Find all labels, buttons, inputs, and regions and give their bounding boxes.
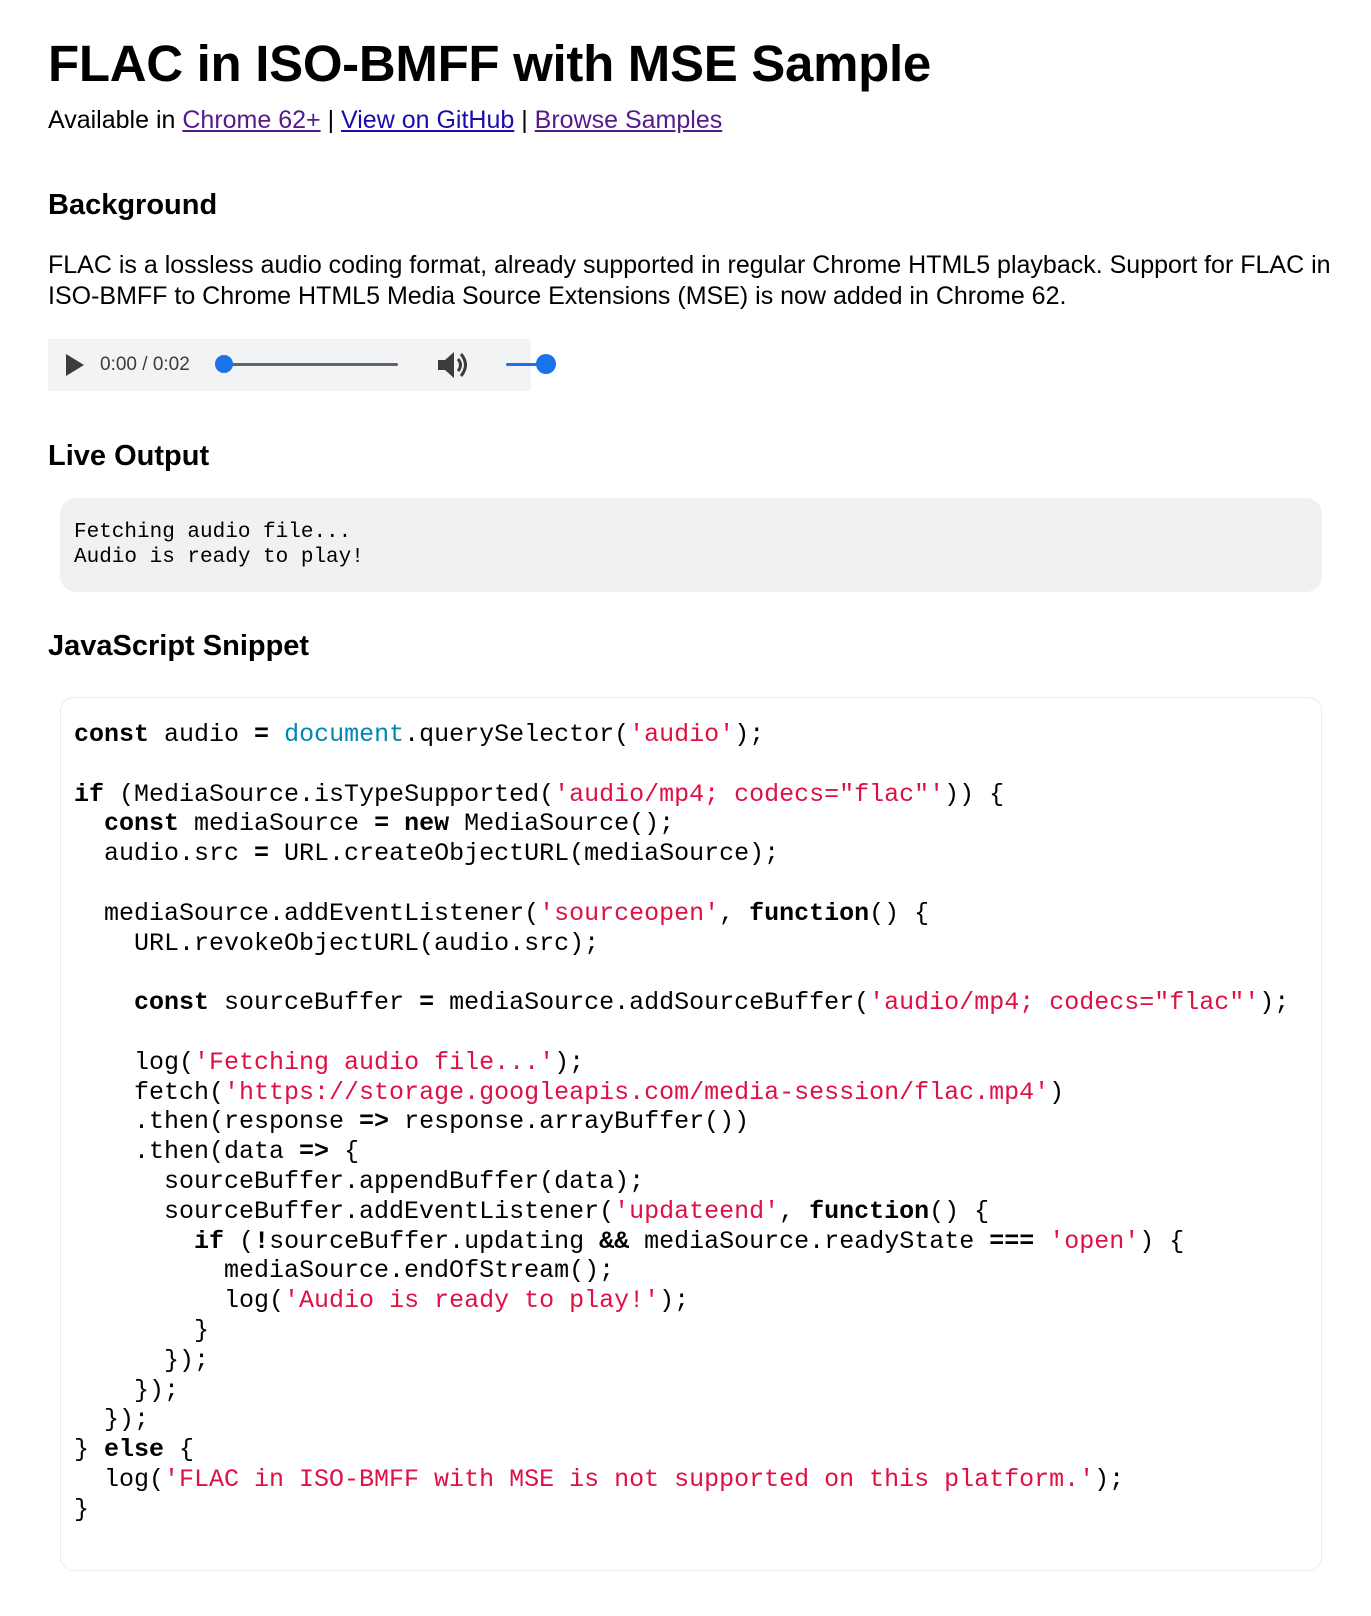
code-token: 'https://storage.googleapis.com/media-session/flac.mp4' (224, 1077, 1050, 1107)
code-token: , (719, 898, 750, 928)
code-token: ); (659, 1286, 690, 1316)
code-token: ); (554, 1047, 585, 1077)
code-token: (MediaSource.isTypeSupported( (104, 779, 555, 809)
code-token: fetch( (74, 1077, 225, 1107)
volume-slider-thumb[interactable] (536, 354, 556, 374)
code-line (74, 1346, 1308, 1376)
code-token: sourceBuffer.addEventListener( (74, 1196, 615, 1226)
code-token: MediaSource(); (449, 809, 675, 839)
code-line (74, 988, 1308, 1018)
code-token: 'open' (1049, 1226, 1140, 1256)
code-token: }); (74, 1375, 180, 1405)
code-token: log( (74, 1047, 195, 1077)
code-line (74, 1316, 1308, 1346)
code-line (74, 1405, 1308, 1435)
code-line (74, 869, 1308, 899)
code-token: const (104, 809, 180, 839)
background-heading: Background (48, 189, 218, 221)
code-token (269, 720, 284, 749)
code-token: ) (1049, 1077, 1065, 1107)
code-token: 'Audio is ready to play!' (284, 1286, 660, 1316)
code-token: sourceBuffer.updating (269, 1226, 600, 1256)
code-token: function (809, 1196, 930, 1226)
code-token: ( (224, 1226, 255, 1256)
code-line (74, 839, 1308, 869)
code-token: function (749, 898, 870, 928)
code-token: 'Fetching audio file...' (194, 1047, 555, 1077)
browse-samples-link[interactable]: Browse Samples (534, 106, 723, 134)
code-line (74, 899, 1308, 929)
code-token: = (254, 839, 270, 869)
code-token: () { (929, 1196, 990, 1226)
code-token: ); (734, 720, 765, 749)
code-token: )) { (944, 779, 1005, 809)
volume-up-icon[interactable] (436, 350, 470, 380)
code-snippet (60, 697, 1322, 1571)
code-token: mediaSource.endOfStream(); (74, 1256, 615, 1286)
code-line (74, 958, 1308, 988)
code-token: => (299, 1137, 330, 1167)
code-line (74, 1435, 1308, 1465)
code-token (74, 1227, 194, 1256)
availability-line (48, 104, 722, 136)
code-token: { (164, 1435, 195, 1465)
code-token: sourceBuffer.appendBuffer(data); (74, 1166, 645, 1196)
code-token: } (74, 1435, 105, 1465)
code-token: = (419, 988, 435, 1018)
code-token (74, 988, 134, 1017)
code-line (74, 1107, 1308, 1137)
output-line: Fetching audio file... (74, 521, 352, 544)
code-token: === (989, 1226, 1035, 1256)
code-line (74, 750, 1308, 780)
code-token (389, 809, 404, 838)
seek-slider[interactable] (223, 363, 398, 366)
code-token: 'audio/mp4; codecs="flac"' (554, 779, 945, 809)
code-token: if (194, 1226, 225, 1256)
page-title: FLAC in ISO-BMFF with MSE Sample (48, 35, 931, 92)
code-token: 'sourceopen' (539, 898, 720, 928)
audio-player (48, 339, 531, 391)
code-token: = (254, 720, 270, 749)
play-icon[interactable] (66, 354, 84, 376)
code-line (74, 1286, 1308, 1316)
code-token: ); (1094, 1464, 1125, 1494)
code-line (74, 1376, 1308, 1406)
code-token: }); (74, 1345, 210, 1375)
code-token: mediaSource.readyState (629, 1226, 990, 1256)
code-line (74, 1227, 1308, 1257)
seek-slider-thumb[interactable] (215, 355, 233, 373)
background-text: FLAC is a lossless audio coding format, already supported in regular Chrome HTML5 playback. Support for FLAC in ISO-BMFF to Chrome HTML5 Media Source Extensions (MSE) is now added in Chrome 62. (48, 251, 1331, 310)
code-token: } (74, 1315, 210, 1345)
code-token: if (74, 779, 105, 809)
code-line (74, 1137, 1308, 1167)
code-token: log( (74, 1464, 165, 1494)
link-separator: | (514, 106, 535, 134)
code-token: ) { (1139, 1226, 1185, 1256)
code-token: const (134, 988, 210, 1018)
link-separator: | (320, 106, 342, 134)
time-display: 0:00 / 0:02 (100, 354, 190, 375)
code-token: URL.revokeObjectURL(audio.src); (74, 928, 600, 958)
code-token: else (104, 1435, 165, 1465)
code-token: => (359, 1107, 390, 1137)
code-line (74, 1167, 1308, 1197)
code-token: mediaSource.addSourceBuffer( (434, 988, 870, 1018)
code-token: audio (149, 720, 255, 749)
code-token: = (374, 809, 390, 839)
code-token: 'audio/mp4; codecs="flac"' (869, 988, 1260, 1018)
code-line (74, 780, 1308, 810)
chrome-version-link[interactable]: Chrome 62+ (182, 106, 321, 134)
code-token: { (329, 1137, 360, 1167)
output-line: Audio is ready to play! (74, 546, 364, 569)
code-token: ); (1259, 988, 1290, 1018)
code-line (74, 1048, 1308, 1078)
code-token: audio.src (74, 839, 255, 869)
code-token: && (599, 1226, 630, 1256)
code-token (74, 809, 104, 838)
live-output-box (60, 498, 1322, 592)
code-token: response.arrayBuffer()) (389, 1107, 750, 1137)
code-token: mediaSource (179, 809, 375, 839)
code-line (74, 1495, 1308, 1525)
code-line (74, 809, 1308, 839)
code-token: .then(response (74, 1107, 360, 1137)
view-on-github-link[interactable]: View on GitHub (341, 106, 515, 134)
code-token (1034, 1227, 1049, 1256)
code-token: URL.createObjectURL(mediaSource); (269, 839, 780, 869)
code-token: 'FLAC in ISO-BMFF with MSE is not supported on this platform.' (164, 1464, 1095, 1494)
code-token: ! (254, 1226, 270, 1256)
code-line (74, 1018, 1308, 1048)
code-line (74, 720, 1308, 750)
code-token: .then(data (74, 1137, 300, 1167)
code-token: }); (74, 1405, 150, 1435)
live-output-heading: Live Output (48, 440, 210, 472)
code-token: , (779, 1196, 810, 1226)
code-token: 'updateend' (614, 1196, 780, 1226)
code-line (74, 929, 1308, 959)
availability-prefix: Available in (48, 106, 183, 134)
code-token: sourceBuffer (209, 988, 420, 1018)
code-token: const (74, 720, 150, 749)
code-token: } (74, 1494, 90, 1524)
code-line (74, 1465, 1308, 1495)
code-token: mediaSource.addEventListener( (74, 898, 540, 928)
code-token: log( (74, 1286, 285, 1316)
code-token: .querySelector( (404, 720, 630, 749)
code-token: new (404, 809, 450, 839)
code-line (74, 1197, 1308, 1227)
code-token: 'audio' (629, 720, 735, 749)
code-token: () { (869, 898, 930, 928)
code-token: document (284, 720, 405, 749)
javascript-snippet-heading: JavaScript Snippet (48, 630, 310, 662)
code-line (74, 1256, 1308, 1286)
code-line (74, 1078, 1308, 1108)
